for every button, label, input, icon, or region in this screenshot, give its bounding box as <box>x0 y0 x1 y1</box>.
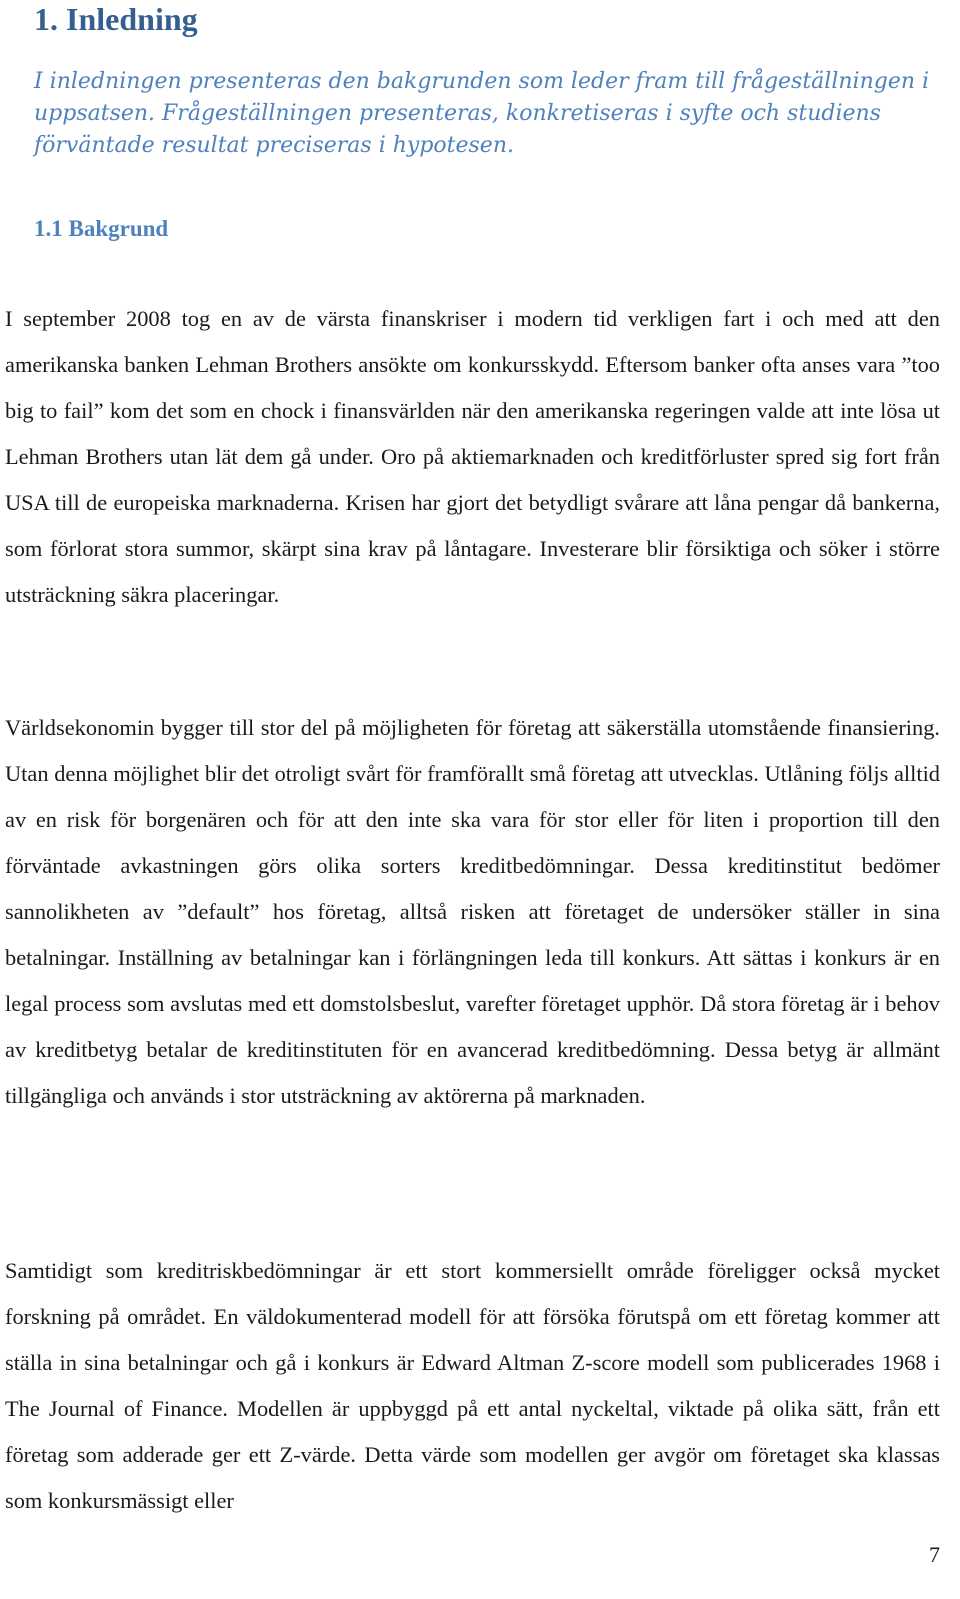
body-paragraph: I september 2008 tog en av de värsta finanskriser i modern tid verkligen fart i och med att den amerikanska banken Lehman Brothers ansökte om konkursskydd. Eftersom banker ofta anses vara ”too big to fail” kom det som en chock i finansvärlden när den amerikanska regeringen valde att inte lösa ut Lehman Brothers utan lät dem gå under. Oro på aktiemarknaden och kreditförluster spred sig fort från USA till de europeiska marknaderna. Krisen har gjort det betydligt svårare att låna pengar då bankerna, som förlorat stora summor, skärpt sina krav på låntagare. Investerare blir försiktiga och söker i större utsträckning säkra placeringar. <box>5 306 940 607</box>
body-paragraph: Samtidigt som kreditriskbedömningar är ett stort kommersiellt område föreligger också mycket forskning på området. En väldokumenterad modell för att försöka förutspå om ett företag kommer att ställa in sina betalningar och gå i konkurs är Edward Altman Z-score modell som publicerades 1968 i The Journal of Finance. Modellen är uppbyggd på ett antal nyckeltal, viktade på olika sätt, från ett företag som adderade ger ett Z-värde. Detta värde som modellen ger avgör om företaget ska klassas som konkursmässigt eller <box>5 1258 940 1513</box>
section-heading: 1.1 Bakgrund <box>34 216 169 241</box>
page-number: 7 <box>929 1542 940 1567</box>
chapter-intro: I inledningen presenteras den bakgrunden som leder fram till frågeställningen i uppsatsen. Frågeställningen presenteras, konkretiseras i syfte och studiens förväntade resultat preciseras i hypotesen. <box>34 69 930 158</box>
chapter-heading: 1. Inledning <box>34 1 198 37</box>
body-paragraph: Världsekonomin bygger till stor del på möjligheten för företag att säkerställa utomstående finansiering. Utan denna möjlighet blir det otroligt svårt för framförallt små företag att utvecklas. Utlåning följs alltid av en risk för borgenären och för att den inte ska vara för stor eller för liten i proportion till den förväntade avkastningen görs olika sorters kreditbedömningar. Dessa kreditinstitut bedömer sannolikheten av ”default” hos företag, alltså risken att företaget de undersöker ställer in sina betalningar. Inställning av betalningar kan i förlängningen leda till konkurs. Att sättas i konkurs är en legal process som avslutas med ett domstolsbeslut, varefter företaget upphör. Då stora företag är i behov av kreditbetyg betalar de kreditinstituten för en avancerad kreditbedömning. Dessa betyg är allmänt tillgängliga och används i stor utsträckning av aktörerna på marknaden. <box>5 715 940 1108</box>
